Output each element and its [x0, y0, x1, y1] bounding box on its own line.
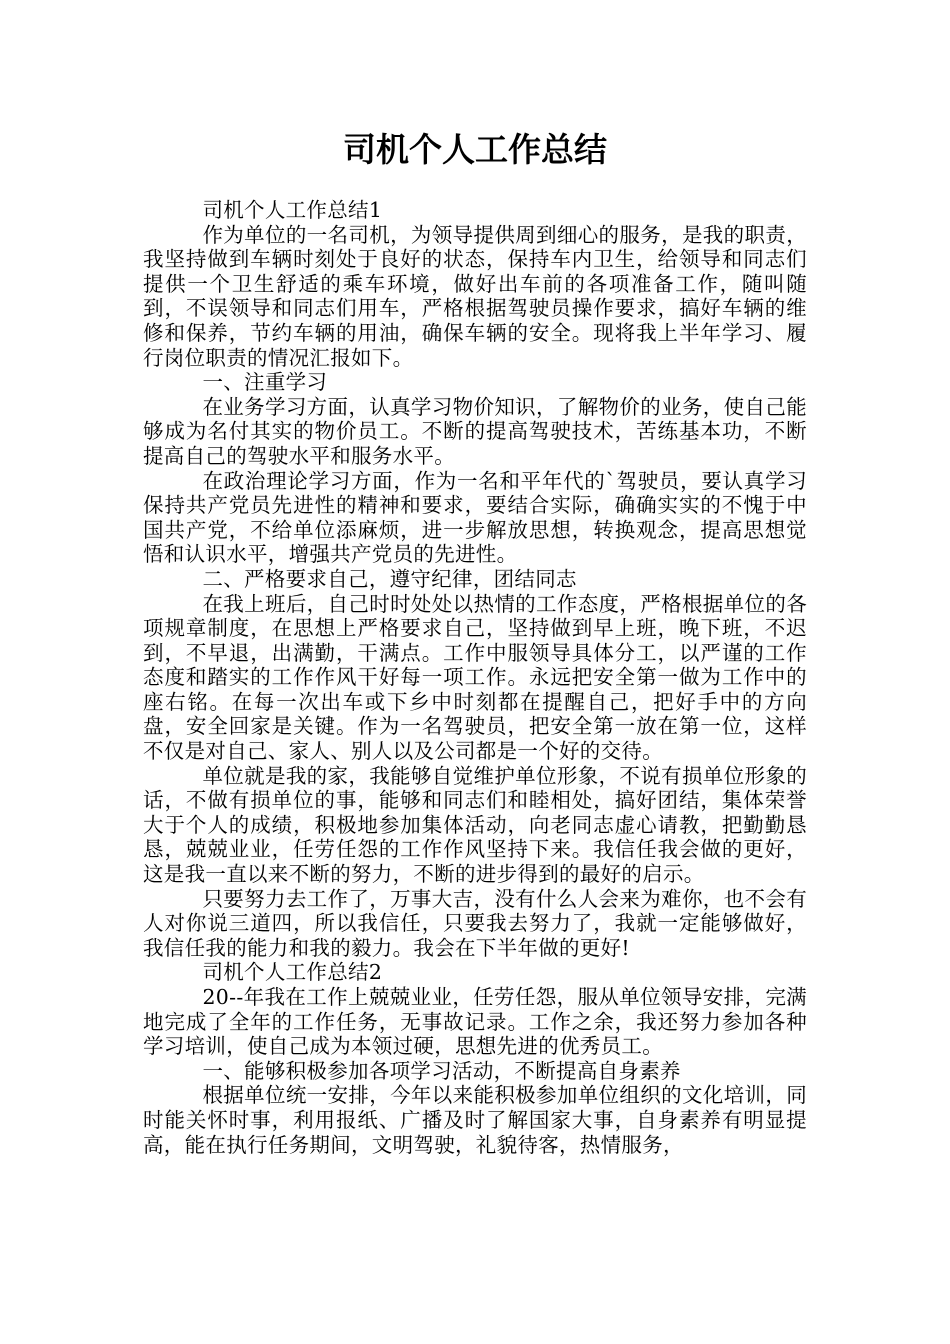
paragraph-subheading: 一、注重学习	[202, 370, 328, 395]
paragraph-section-heading-2: 司机个人工作总结2	[202, 960, 383, 985]
paragraph-section-heading-1: 司机个人工作总结1	[202, 198, 383, 222]
paragraph: 在我上班后，自己时时处处以热情的工作态度，严格根据单位的各项规章制度，在思想上严格要求自己，坚持做到早上班，晚下班，不迟到，不早退，出满勤，干满点。工作中服领导具体分工，以严谨的工作态度和踏实的工作作风干好每一项工作。永远把安全第一做为工作中的座右铭。在每一次出车或下乡中时刻都在提醒自己，把好手中的方向盘，安全回家是关键。作为一名驾驶员，把安全第一放在第一位，这样不仅是对自己、家人、别人以及公司都是一个好的交待。	[143, 591, 807, 764]
paragraph-subheading: 二、严格要求自己，遵守纪律，团结同志	[202, 566, 577, 591]
paragraph: 根据单位统一安排，今年以来能积极参加单位组织的文化培训，同时能关怀时事，利用报纸、广播及时了解国家大事，自身素养有明显提高，能在执行任务期间，文明驾驶，礼貌待客，热情服务，	[143, 1083, 807, 1157]
paragraph: 单位就是我的家，我能够自觉维护单位形象，不说有损单位形象的话，不做有损单位的事，能够和同志们和睦相处，搞好团结，集体荣誉大于个人的成绩，积极地参加集体活动，向老同志虚心请教，把勤勤恳恳，兢兢业业，任劳任怨的工作作风坚持下来。我信任我会做的更好，这是我一直以来不断的努力，不断的进步得到的最好的启示。	[143, 763, 807, 887]
paragraph: 在业务学习方面，认真学习物价知识，了解物价的业务，使自己能够成为名付其实的物价员工。不断的提高驾驶技术，苦练基本功，不断提高自己的驾驶水平和服务水平。	[143, 394, 807, 468]
paragraph: 20--年我在工作上兢兢业业，任劳任怨，服从单位领导安排，完满地完成了全年的工作任务，无事故记录。工作之余，我还努力参加各种学习培训，使自己成为本领过硬，思想先进的优秀员工。	[143, 985, 807, 1059]
document-body	[143, 198, 807, 1157]
paragraph-subheading: 一、能够积极参加各项学习活动，不断提高自身素养	[202, 1058, 681, 1083]
paragraph: 只要努力去工作了，万事大吉，没有什么人会来为难你，也不会有人对你说三道四，所以我信任，只要我去努力了，我就一定能够做好，我信任我的能力和我的毅力。我会在下半年做的更好!	[143, 886, 807, 960]
paragraph: 在政治理论学习方面，作为一名和平年代的`驾驶员，要认真学习保持共产党员先进性的精神和要求，要结合实际，确确实实的不愧于中国共产党，不给单位添麻烦，进一步解放思想，转换观念，提高思想觉悟和认识水平，增强共产党员的先进性。	[143, 468, 807, 567]
paragraph: 作为单位的一名司机，为领导提供周到细心的服务，是我的职责，我坚持做到车辆时刻处于良好的状态，保持车内卫生，给领导和同志们提供一个卫生舒适的乘车环境，做好出车前的各项准备工作，随叫随到，不误领导和同志们用车，严格根据驾驶员操作要求，搞好车辆的维修和保养，节约车辆的用油，确保车辆的安全。现将我上半年学习、履行岗位职责的情况汇报如下。	[143, 222, 807, 370]
document-title: 司机个人工作总结	[343, 130, 607, 169]
